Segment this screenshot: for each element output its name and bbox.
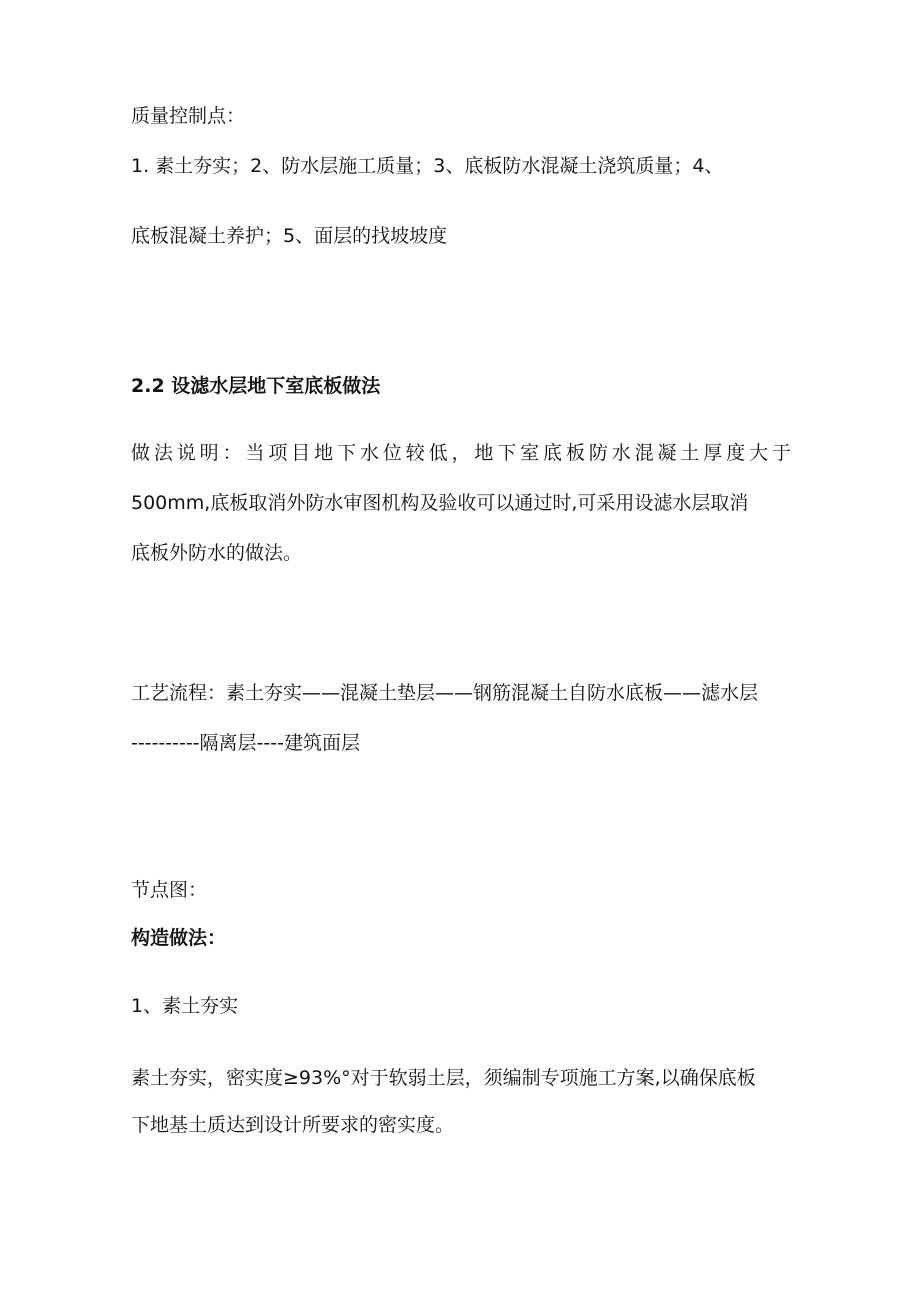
- description-line-2: 500mm,底板取消外防水审图机构及验收可以通过时,可采用设滤水层取消: [131, 492, 749, 514]
- construction-item-1-title: 1、素土夯实: [131, 995, 239, 1017]
- description-line-3: 底板外防水的做法。: [131, 542, 303, 564]
- process-flow-line-1: 工艺流程：素土夯实——混凝土垫层——钢筋混凝土自防水底板——滤水层: [131, 682, 759, 704]
- process-flow-line-2: ----------隔离层----建筑面层: [131, 732, 360, 754]
- construction-item-1-line-1: 素土夯实，密实度≥93%°对于软弱土层，须编制专项施工方案,以确保底板: [131, 1067, 756, 1089]
- construction-heading: 构造做法：: [131, 927, 227, 949]
- section-title: 2.2 设滤水层地下室底板做法: [131, 375, 381, 397]
- quality-points-line-2: 底板混凝土养护；5、面层的找坡坡度: [131, 225, 448, 247]
- quality-heading: 质量控制点：: [131, 105, 246, 127]
- node-figure-label: 节点图：: [131, 879, 208, 901]
- description-line-1: 做法说明：当项目地下水位较低，地下室底板防水混凝土厚度大于: [131, 442, 791, 464]
- construction-item-1-line-2: 下地基土质达到设计所要求的密实度。: [131, 1114, 455, 1136]
- quality-points-line-1: 1. 素土夯实；2、防水层施工质量；3、底板防水混凝土浇筑质量；4、: [131, 155, 724, 177]
